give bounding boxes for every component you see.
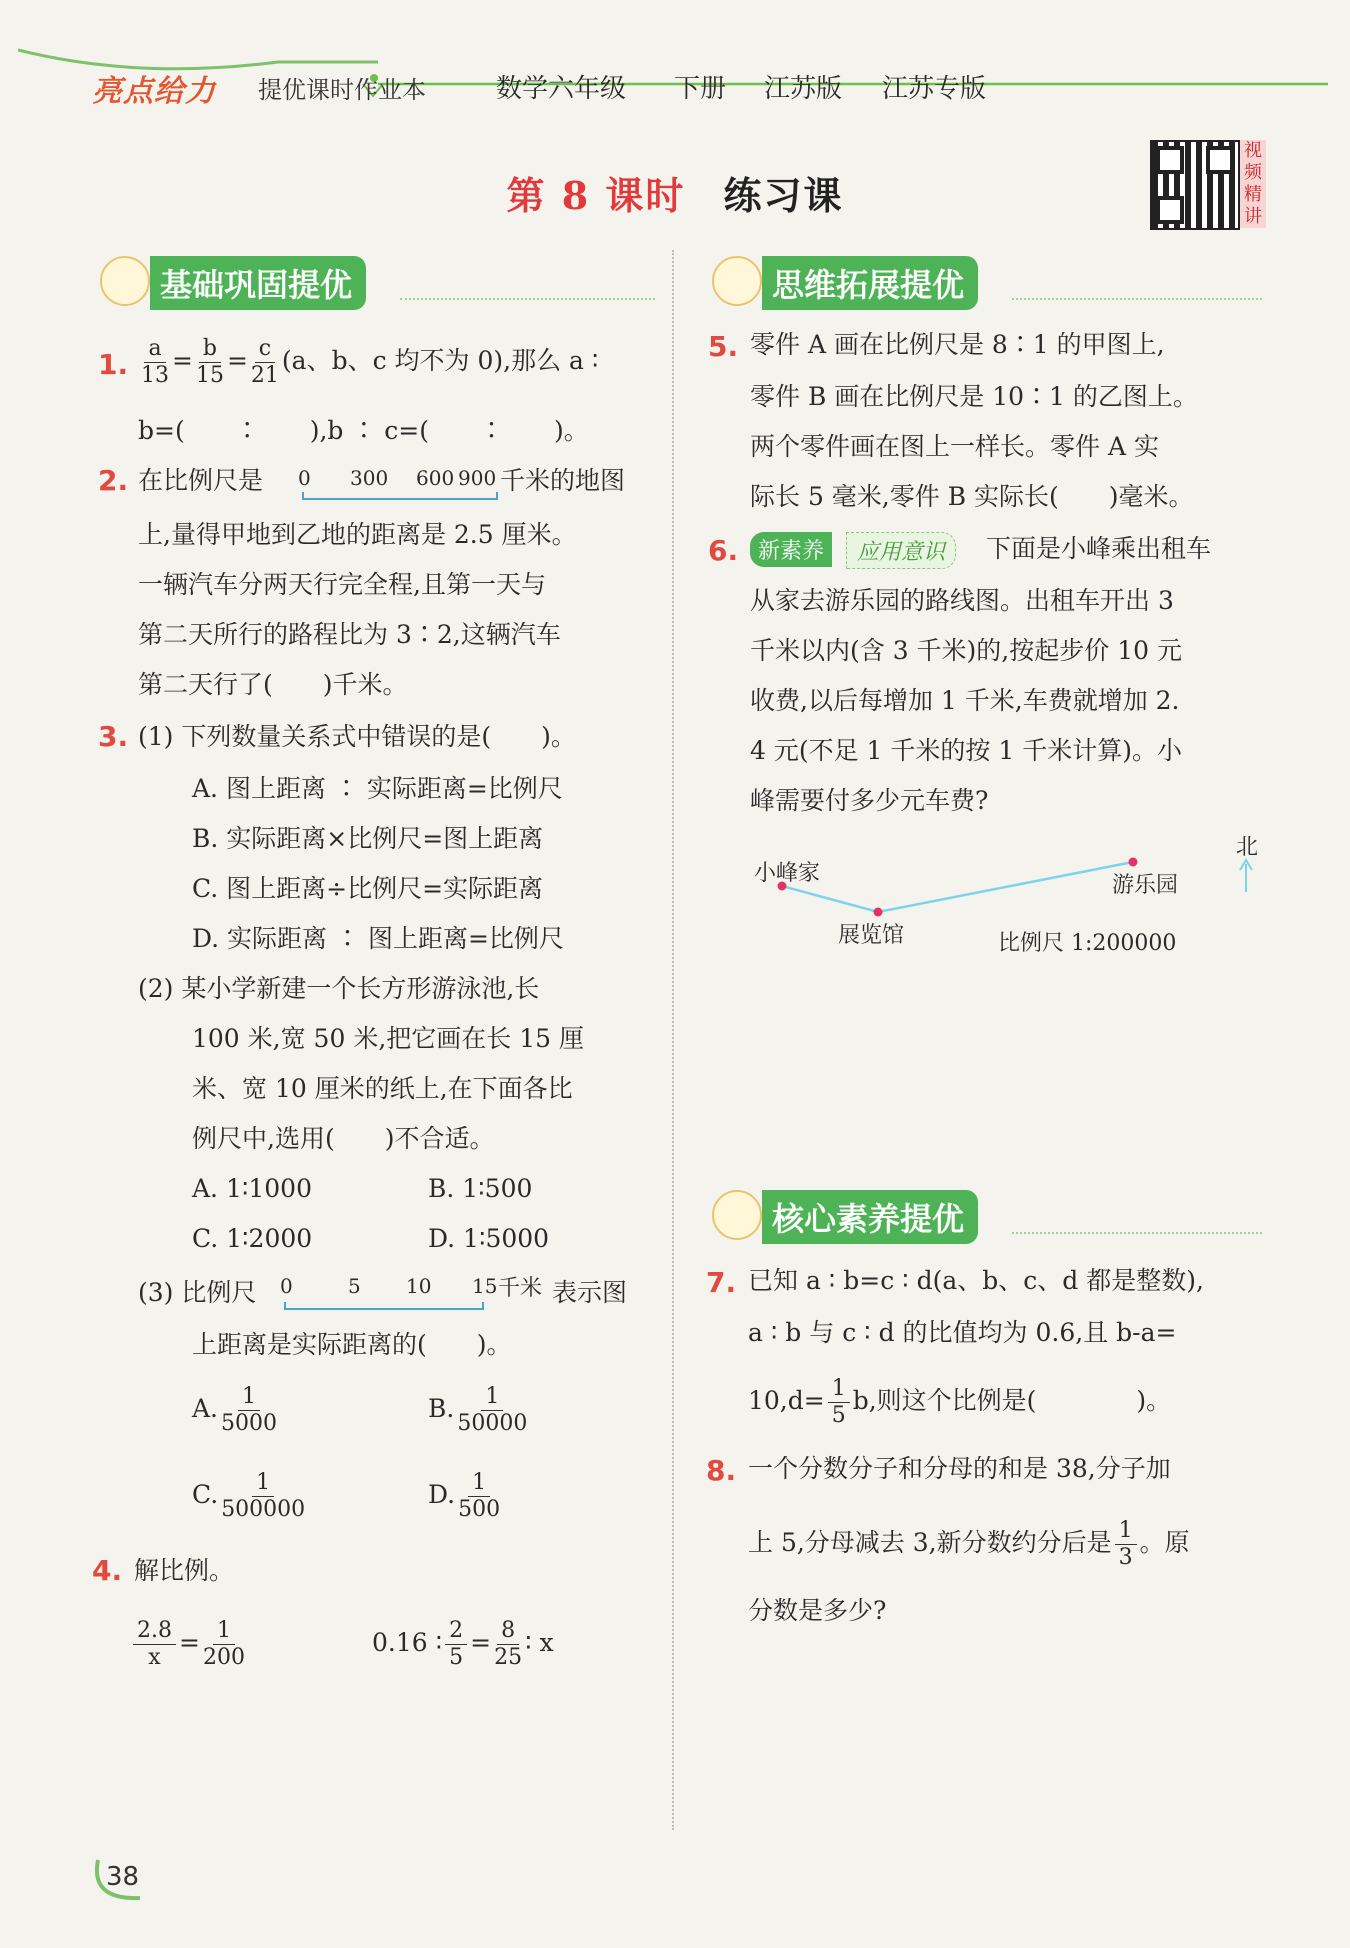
q3-p3-option-b: B. $\frac{1}{50000}$ [428, 1384, 528, 1436]
section-divider [1012, 1232, 1262, 1234]
qr-code[interactable] [1150, 140, 1240, 230]
q3-part3-suffix: 表示图 [552, 1278, 628, 1307]
q1-line1: $\frac{a}{13}$ = $\frac{b}{15}$ = $\frac{c}{21}$ (a、b、c 均不为 0),那么 a ∶ [141, 336, 599, 388]
brand-logo: 亮点给力 [92, 74, 216, 109]
q2-line5: 第二天行了( )千米。 [138, 670, 408, 699]
q4-number: 4. [92, 1554, 123, 1587]
q2-scale-bar: 0 300 600 900 [298, 466, 498, 500]
sprout-icon [712, 256, 762, 306]
q3-option-a: A. 图上距离 ∶ 实际距离=比例尺 [192, 774, 563, 803]
book-subtitle: 提优课时作业本 [258, 76, 426, 104]
q3-part2-line1: (2) 某小学新建一个长方形游泳池,长 [138, 974, 540, 1003]
lesson-number: 第 8 课时 [506, 173, 686, 218]
gear-icon [100, 256, 150, 306]
q6-line2: 从家去游乐园的路线图。出租车开出 3 [750, 586, 1174, 615]
route-map [740, 830, 1270, 980]
q5-line4: 际长 5 毫米,零件 B 实际长( )毫米。 [750, 482, 1194, 511]
q2-scale-unit: 千米的地图 [500, 466, 626, 495]
q3-p2-option-c: C. 1∶2000 [192, 1224, 313, 1253]
q7-line2: a ∶ b 与 c ∶ d 的比值均为 0.6,且 b-a= [748, 1318, 1177, 1347]
header-volume: 下册 [674, 74, 727, 104]
q4-title: 解比例。 [134, 1556, 235, 1585]
q3-p2-option-d: D. 1∶5000 [428, 1224, 550, 1253]
map-label-park: 游乐园 [1112, 873, 1179, 898]
q3-p3-option-d: D. $\frac{1}{500}$ [428, 1470, 501, 1522]
video-label: 视 频 精 讲 [1240, 140, 1266, 228]
q3-scale-unit: 千米 [498, 1276, 543, 1301]
q6-number: 6. [708, 534, 739, 567]
q6-line3: 千米以内(含 3 千米)的,按起步价 10 元 [750, 636, 1182, 665]
section-basic: 基础巩固提优 [150, 256, 366, 310]
header-edition: 江苏版 [764, 74, 843, 104]
q6-line4: 收费,以后每增加 1 千米,车费就增加 2. [750, 686, 1180, 715]
q8-line1: 一个分数分子和分母的和是 38,分子加 [748, 1454, 1171, 1483]
q3-p3-option-a: A. $\frac{1}{5000}$ [192, 1384, 278, 1436]
page-number: 38 [106, 1862, 140, 1892]
q8-line3: 分数是多少? [748, 1596, 887, 1625]
q3-part2-line3: 米、宽 10 厘米的纸上,在下面各比 [192, 1074, 573, 1103]
q7-line1: 已知 a ∶ b=c ∶ d(a、b、c、d 都是整数), [748, 1266, 1204, 1295]
q8-line2: 上 5,分母减去 3,新分数约分后是 $\frac{1}{3}$ 。原 [748, 1518, 1190, 1570]
q5-line1: 零件 A 画在比例尺是 8∶1 的甲图上, [750, 330, 1165, 359]
q3-number: 3. [98, 720, 129, 753]
q1-number: 1. [98, 348, 129, 381]
q3-option-d: D. 实际距离 ∶ 图上距离=比例尺 [192, 924, 564, 953]
park-point [1129, 858, 1138, 867]
q5-line3: 两个零件画在图上一样长。零件 A 实 [750, 432, 1159, 461]
section-divider [400, 298, 655, 300]
badge-new-literacy: 新素养 [750, 532, 832, 567]
q6-line5: 4 元(不足 1 千米的按 1 千米计算)。小 [750, 736, 1182, 765]
q2-line3: 一辆汽车分两天行完全程,且第一天与 [138, 570, 546, 599]
q2-line4: 第二天所行的路程比为 3∶2,这辆汽车 [138, 620, 561, 649]
q3-part2-line4: 例尺中,选用( )不合适。 [192, 1124, 495, 1153]
badge-application: 应用意识 [846, 532, 956, 569]
museum-point [874, 908, 883, 917]
map-label-north: 北 [1236, 835, 1259, 860]
q5-line2: 零件 B 画在比例尺是 10∶1 的乙图上。 [750, 382, 1198, 411]
map-label-museum: 展览馆 [838, 923, 905, 948]
q3-part2-line2: 100 米,宽 50 米,把它画在长 15 厘 [192, 1024, 584, 1053]
q3-option-c: C. 图上距离÷比例尺=实际距离 [192, 874, 544, 903]
q3-p3-option-c: C. $\frac{1}{500000}$ [192, 1470, 306, 1522]
map-scale: 比例尺 1:200000 [998, 931, 1177, 956]
lesson-name: 练习课 [723, 173, 844, 218]
q2-line1: 在比例尺是 [138, 466, 264, 495]
q3-part3-line2: 上距离是实际距离的( )。 [192, 1330, 512, 1359]
header-special: 江苏专版 [882, 74, 987, 104]
q6-line6: 峰需要付多少元车费? [750, 786, 989, 815]
q2-number: 2. [98, 464, 129, 497]
section-divider [1012, 298, 1262, 300]
trophy-icon [712, 1190, 762, 1240]
section-thinking: 思维拓展提优 [762, 256, 978, 310]
q3-scale-bar: 0 5 10 15 [280, 1274, 490, 1310]
section-core: 核心素养提优 [762, 1190, 978, 1244]
q2-line2: 上,量得甲地到乙地的距离是 2.5 厘米。 [138, 520, 577, 549]
map-label-home: 小峰家 [754, 861, 821, 886]
lesson-title [0, 165, 1350, 220]
q5-number: 5. [708, 330, 739, 363]
q1-line2: b=( ∶ ),b ∶ c=( ∶ )。 [138, 416, 589, 445]
q6-line1: 下面是小峰乘出租车 [986, 534, 1212, 563]
q4-equation-1: $\frac{2.8}{x}$ = $\frac{1}{200}$ [130, 1618, 248, 1671]
q3-part1: (1) 下列数量关系式中错误的是( )。 [138, 722, 576, 751]
q7-number: 7. [706, 1266, 737, 1299]
q3-p2-option-a: A. 1∶1000 [192, 1174, 312, 1203]
q3-option-b: B. 实际距离×比例尺=图上距离 [192, 824, 544, 853]
column-divider [672, 250, 674, 1830]
q4-equation-2: 0.16 ∶ $\frac{2}{5}$ = $\frac{8}{25}$ ∶ x [372, 1618, 554, 1670]
q7-line3: 10,d= $\frac{1}{5}$ b,则这个比例是( )。 [748, 1376, 1172, 1428]
q3-part3-prefix: (3) 比例尺 [138, 1278, 257, 1307]
q8-number: 8. [706, 1454, 737, 1487]
q3-p2-option-b: B. 1∶500 [428, 1174, 533, 1203]
header-subject: 数学六年级 [496, 74, 627, 104]
